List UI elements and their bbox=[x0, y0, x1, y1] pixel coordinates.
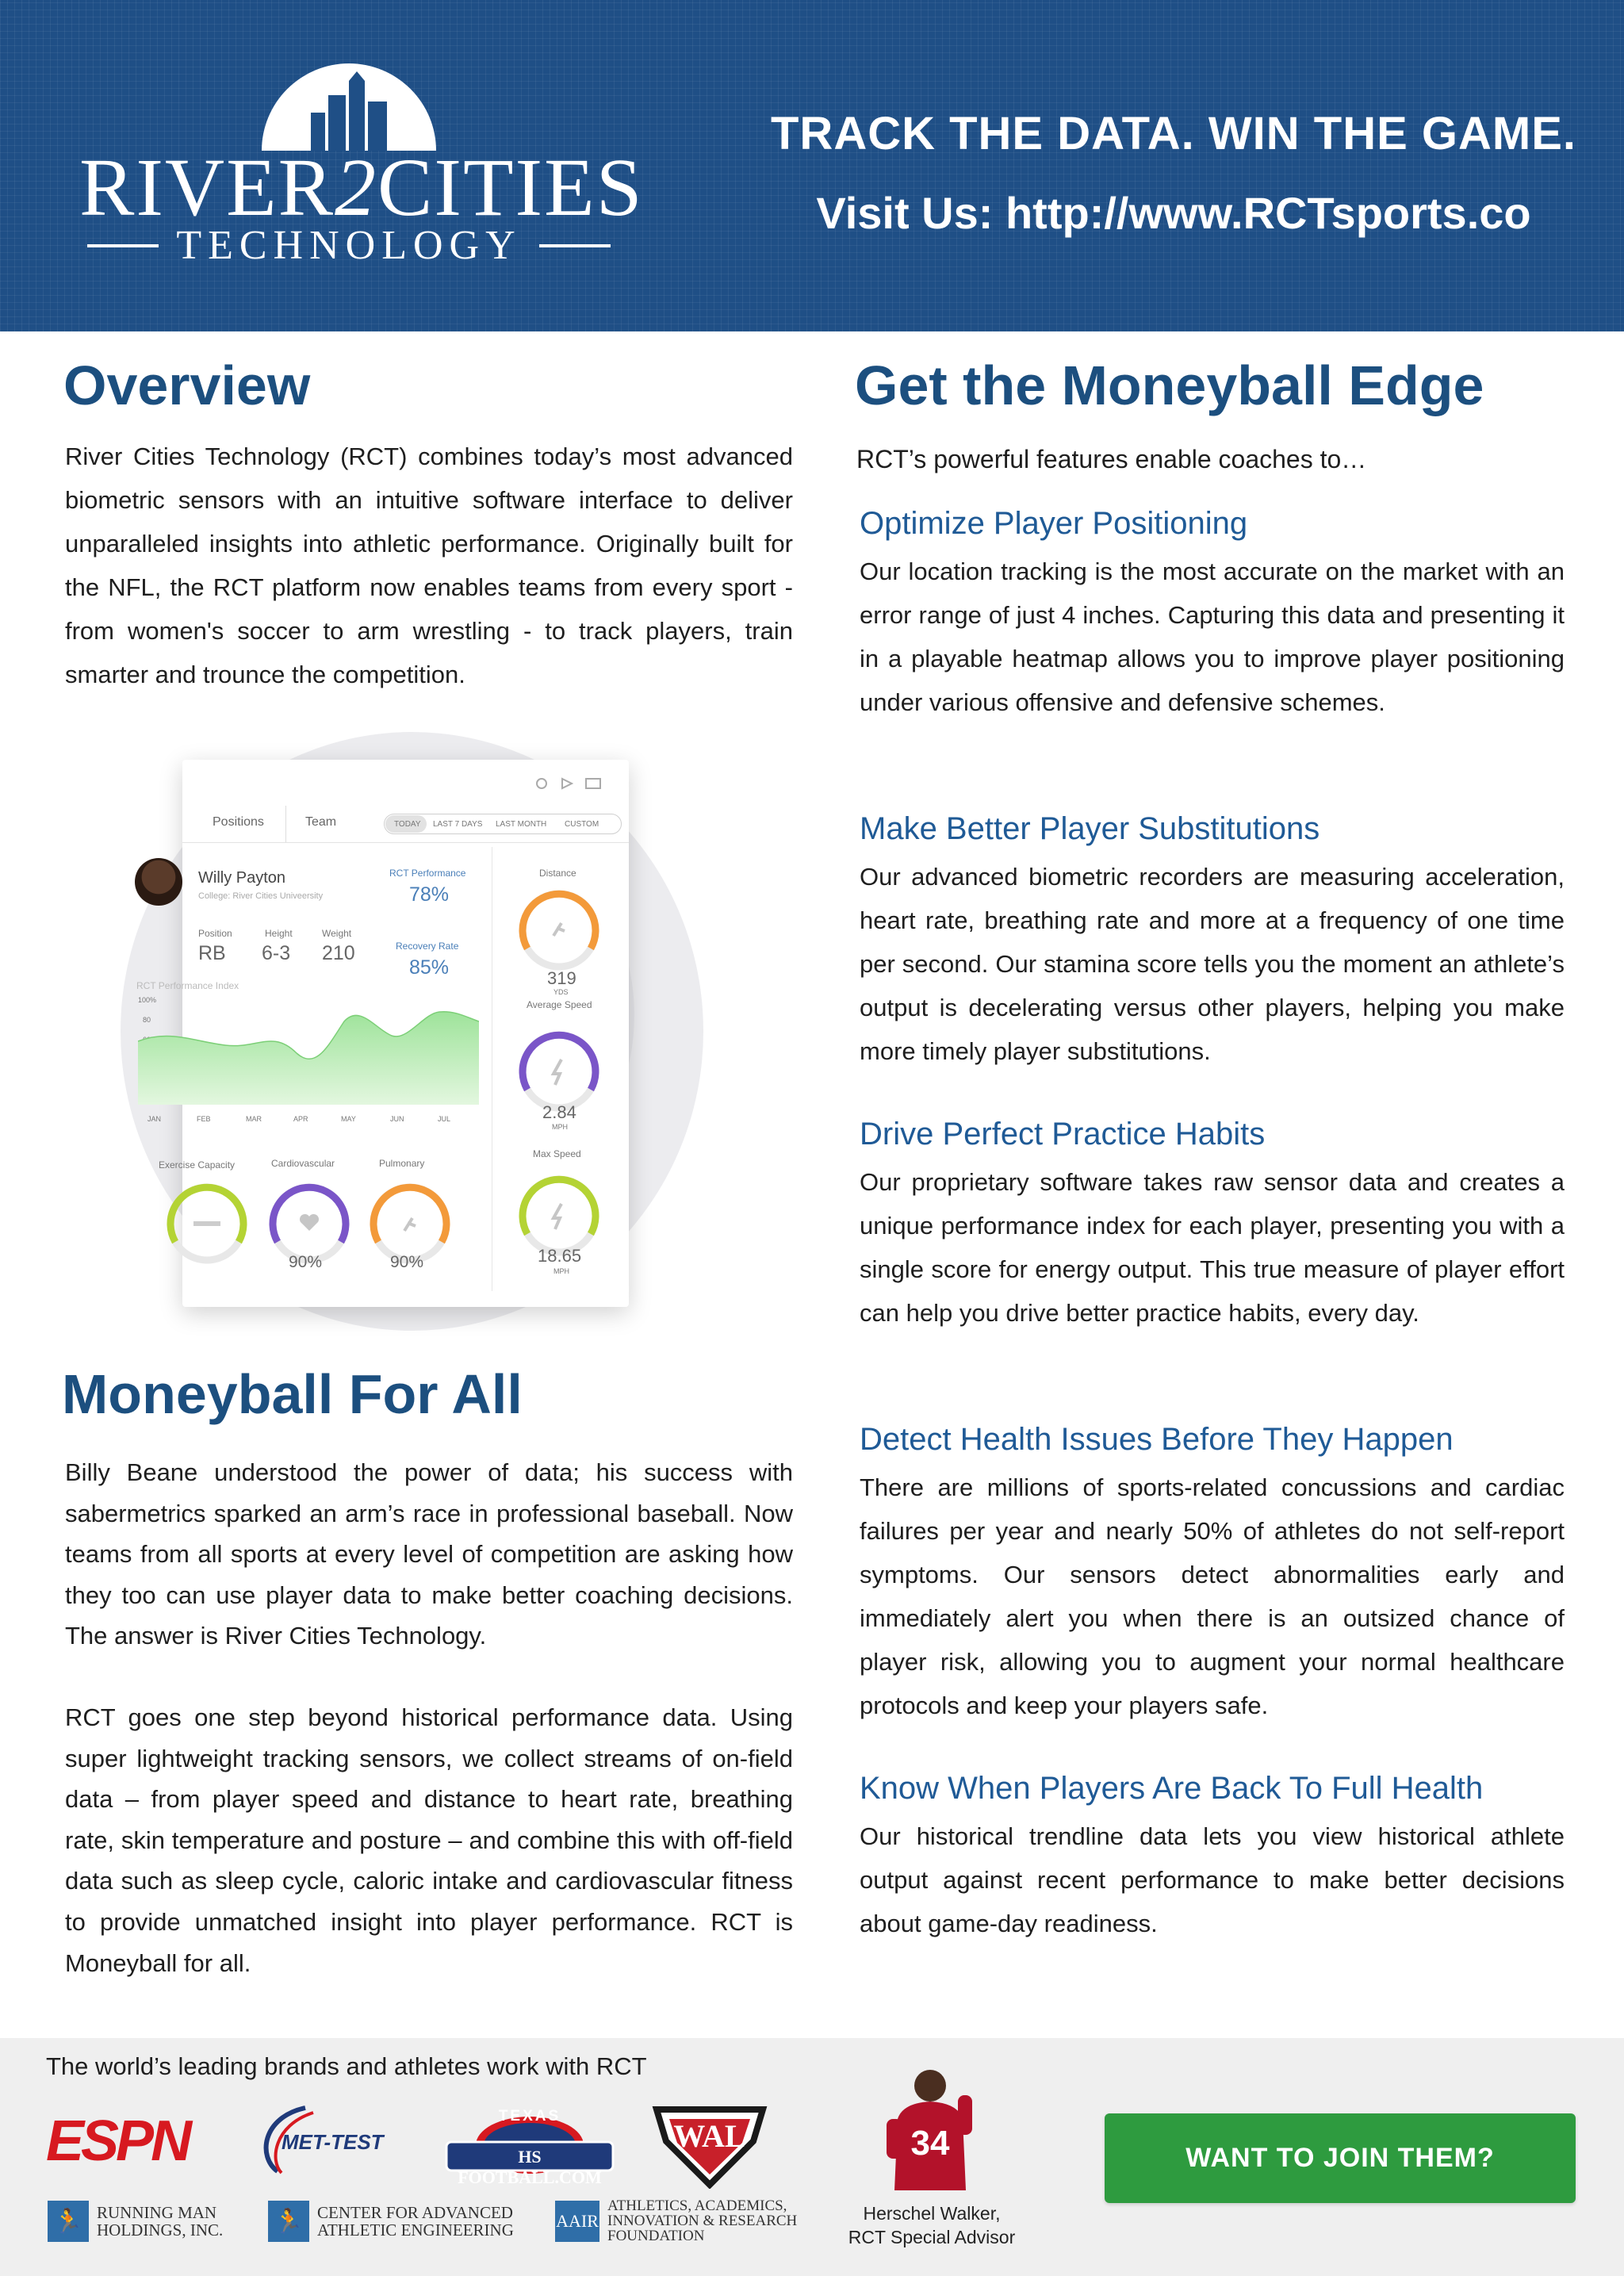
toolbar-icons bbox=[534, 774, 613, 793]
attr-value-height: 6-3 bbox=[262, 942, 291, 964]
texas-hs-football-top: TEXAS bbox=[498, 2108, 561, 2125]
recovery-rate-value: 85% bbox=[409, 956, 450, 979]
attr-label-position: Position bbox=[198, 928, 232, 939]
moneyball-for-all-p1: Billy Beane understood the power of data; his success with sabermetrics sparked an arm’s race in professional baseball. Now teams from all sports at every level of competition are asking how they too can use player data to make better coaching decisions. The answer is River Cities Technology. bbox=[65, 1458, 793, 1650]
x-tick: MAR bbox=[246, 1115, 262, 1123]
max-speed-value: 18.65 bbox=[538, 1246, 582, 1266]
herschel-walker-caption: Herschel Walker, RCT Special Advisor bbox=[848, 2203, 1016, 2247]
section-title-practice: Drive Perfect Practice Habits bbox=[860, 1117, 1266, 1151]
y-tick: 100% bbox=[138, 996, 157, 1004]
moneyball-for-all-title: Moneyball For All bbox=[62, 1363, 523, 1425]
recovery-rate-label: Recovery Rate bbox=[396, 941, 459, 952]
edge-title: Get the Moneyball Edge bbox=[855, 354, 1484, 416]
max-speed-unit: MPH bbox=[553, 1267, 569, 1275]
header-banner bbox=[0, 0, 1624, 331]
range-today[interactable]: TODAY bbox=[394, 820, 421, 829]
texas-hs-football-text: HS FOOTBALL.COM bbox=[458, 2147, 602, 2187]
logo-rule-left bbox=[87, 244, 159, 247]
performance-index-label: RCT Performance Index bbox=[136, 980, 239, 991]
logo-rule-right bbox=[539, 244, 611, 247]
rct-performance-value: 78% bbox=[409, 883, 450, 906]
moneyball-for-all-p2: RCT goes one step beyond historical performance data. Using super lightweight tracking sensors, we collect streams of on-field data – from player speed and distance to heart rate, breathing rate, skin temperature and posture – and combine this with off-field data such as sleep cycle, caloric intake and cardiovascular fitness to provide unmatched insight into player performance. RCT is Moneyball for all. bbox=[65, 1703, 793, 1977]
section-body-substitutions: Our advanced biometric recorders are measuring acceleration, heart rate, breathing rate and more at a frequency of one time per second. Our stamina score tells you the moment an athlete’s output is decelerating versus other players, helping you make more timely player substitutions. bbox=[860, 863, 1565, 1065]
distance-label: Distance bbox=[539, 868, 576, 879]
running-man-icon: 🏃 bbox=[48, 2201, 89, 2242]
x-tick: JUN bbox=[390, 1115, 404, 1123]
section-title-substitutions: Make Better Player Substitutions bbox=[860, 811, 1320, 846]
overview-body: River Cities Technology (RCT) combines today’s most advanced biometric sensors with an intuitive software interface to deliver unparalleled insights into athletic performance. Originally built for the NFL, the RCT platform now enables teams from every sport - from women's soccer to arm wrestling - to track players, train smarter and trounce the competition. bbox=[65, 443, 793, 688]
center-advanced-logo: 🏃 CENTER FOR ADVANCED ATHLETIC ENGINEERING bbox=[268, 2201, 514, 2242]
gauge-label-pulmonary: Pulmonary bbox=[379, 1158, 425, 1169]
cardiovascular-value: 90% bbox=[289, 1253, 323, 1271]
gauge-label-cardio: Cardiovascular bbox=[271, 1158, 335, 1169]
player-name: Willy Payton bbox=[198, 869, 286, 887]
attr-label-weight: Weight bbox=[322, 928, 352, 939]
x-tick: APR bbox=[293, 1115, 308, 1123]
range-custom[interactable]: CUSTOM bbox=[565, 820, 599, 829]
section-title-full-health: Know When Players Are Back To Full Health bbox=[860, 1771, 1484, 1806]
y-tick: 80 bbox=[143, 1016, 151, 1024]
section-body-practice: Our proprietary software takes raw sensor data and creates a unique performance index for each player, presenting you with a single score for energy output. This true measure of player effort can help you drive better practice habits, every day. bbox=[860, 1168, 1565, 1327]
avg-speed-unit: MPH bbox=[552, 1123, 568, 1131]
section-title-health: Detect Health Issues Before They Happen bbox=[860, 1422, 1454, 1457]
aair-logo: AAIR ATHLETICS, ACADEMICS, INNOVATION & RESEARCH FOUNDATION bbox=[556, 2197, 798, 2244]
wal-logo-text: WAL bbox=[673, 2118, 746, 2154]
gauge-label-exercise: Exercise Capacity bbox=[159, 1159, 236, 1171]
partners-title: The world’s leading brands and athletes work with RCT bbox=[46, 2052, 647, 2080]
visit-link[interactable]: Visit Us: http://www.RCTsports.co bbox=[816, 188, 1531, 238]
x-tick: JUL bbox=[438, 1115, 451, 1123]
logo-wordmark: RIVER2CITIES bbox=[79, 142, 644, 233]
range-7-days[interactable]: LAST 7 DAYS bbox=[433, 820, 483, 829]
skyline-dome-icon bbox=[262, 63, 436, 151]
join-them-button[interactable]: WANT TO JOIN THEM? bbox=[1105, 2113, 1576, 2203]
attr-value-position: RB bbox=[198, 942, 226, 964]
x-tick: MAY bbox=[341, 1115, 356, 1123]
section-body-positioning: Our location tracking is the most accurate on the market with an error range of just 4 inches. Capturing this data and presenting it in a playable heatmap allows you to improve player positioning under various offensive and defensive schemes. bbox=[860, 558, 1565, 716]
running-man-logo: 🏃 RUNNING MAN HOLDINGS, INC. bbox=[48, 2201, 223, 2242]
distance-value: 319 bbox=[547, 968, 576, 988]
exercise-gauge-icon bbox=[163, 1180, 251, 1267]
espn-logo: ESPN bbox=[46, 2109, 190, 2173]
x-tick: JAN bbox=[147, 1115, 162, 1123]
attr-value-weight: 210 bbox=[322, 942, 355, 964]
jersey-number: 34 bbox=[910, 2124, 950, 2163]
tagline: TRACK THE DATA. WIN THE GAME. bbox=[771, 108, 1576, 159]
performance-area-chart bbox=[138, 998, 479, 1105]
attr-label-height: Height bbox=[265, 928, 293, 939]
rct-performance-label: RCT Performance bbox=[389, 868, 466, 879]
section-body-health: There are millions of sports-related concussions and cardiac failures per year and nearly 50% of athletes do not self-report symptoms. Our sensors detect abnormalities early and immediately alert you when there is an outsized chance of player risk, allowing you to augment your normal healthcare protocols and keep your players safe. bbox=[860, 1473, 1565, 1719]
edge-lead: RCT’s powerful features enable coaches to… bbox=[856, 445, 1367, 473]
range-last-month[interactable]: LAST MONTH bbox=[496, 820, 547, 829]
section-body-full-health: Our historical trendline data lets you view historical athlete output against recent performance to make better decisions about game-day readiness. bbox=[860, 1822, 1565, 1937]
rct-logo bbox=[71, 63, 644, 270]
logo-subtitle: TECHNOLOGY bbox=[176, 223, 522, 268]
avg-speed-value: 2.84 bbox=[542, 1102, 576, 1122]
avg-speed-label: Average Speed bbox=[527, 999, 592, 1010]
overview-title: Overview bbox=[63, 354, 311, 416]
player-college: College: River Cities Univeersity bbox=[198, 891, 324, 901]
section-title-positioning: Optimize Player Positioning bbox=[860, 506, 1248, 541]
player-avatar bbox=[135, 858, 182, 906]
athlete-icon: 🏃 bbox=[268, 2201, 309, 2242]
tab-positions[interactable]: Positions bbox=[213, 815, 264, 829]
x-tick: FEB bbox=[197, 1115, 211, 1123]
pulmonary-value: 90% bbox=[390, 1253, 424, 1271]
dashboard-mockup bbox=[136, 760, 629, 1307]
met-test-logo-text: MET-TEST bbox=[282, 2130, 384, 2154]
distance-unit: YDS bbox=[553, 988, 569, 996]
tab-team[interactable]: Team bbox=[305, 815, 337, 829]
max-speed-label: Max Speed bbox=[533, 1148, 581, 1159]
aair-mark: AAIR bbox=[555, 2201, 599, 2242]
distance-gauge-icon bbox=[515, 887, 603, 974]
